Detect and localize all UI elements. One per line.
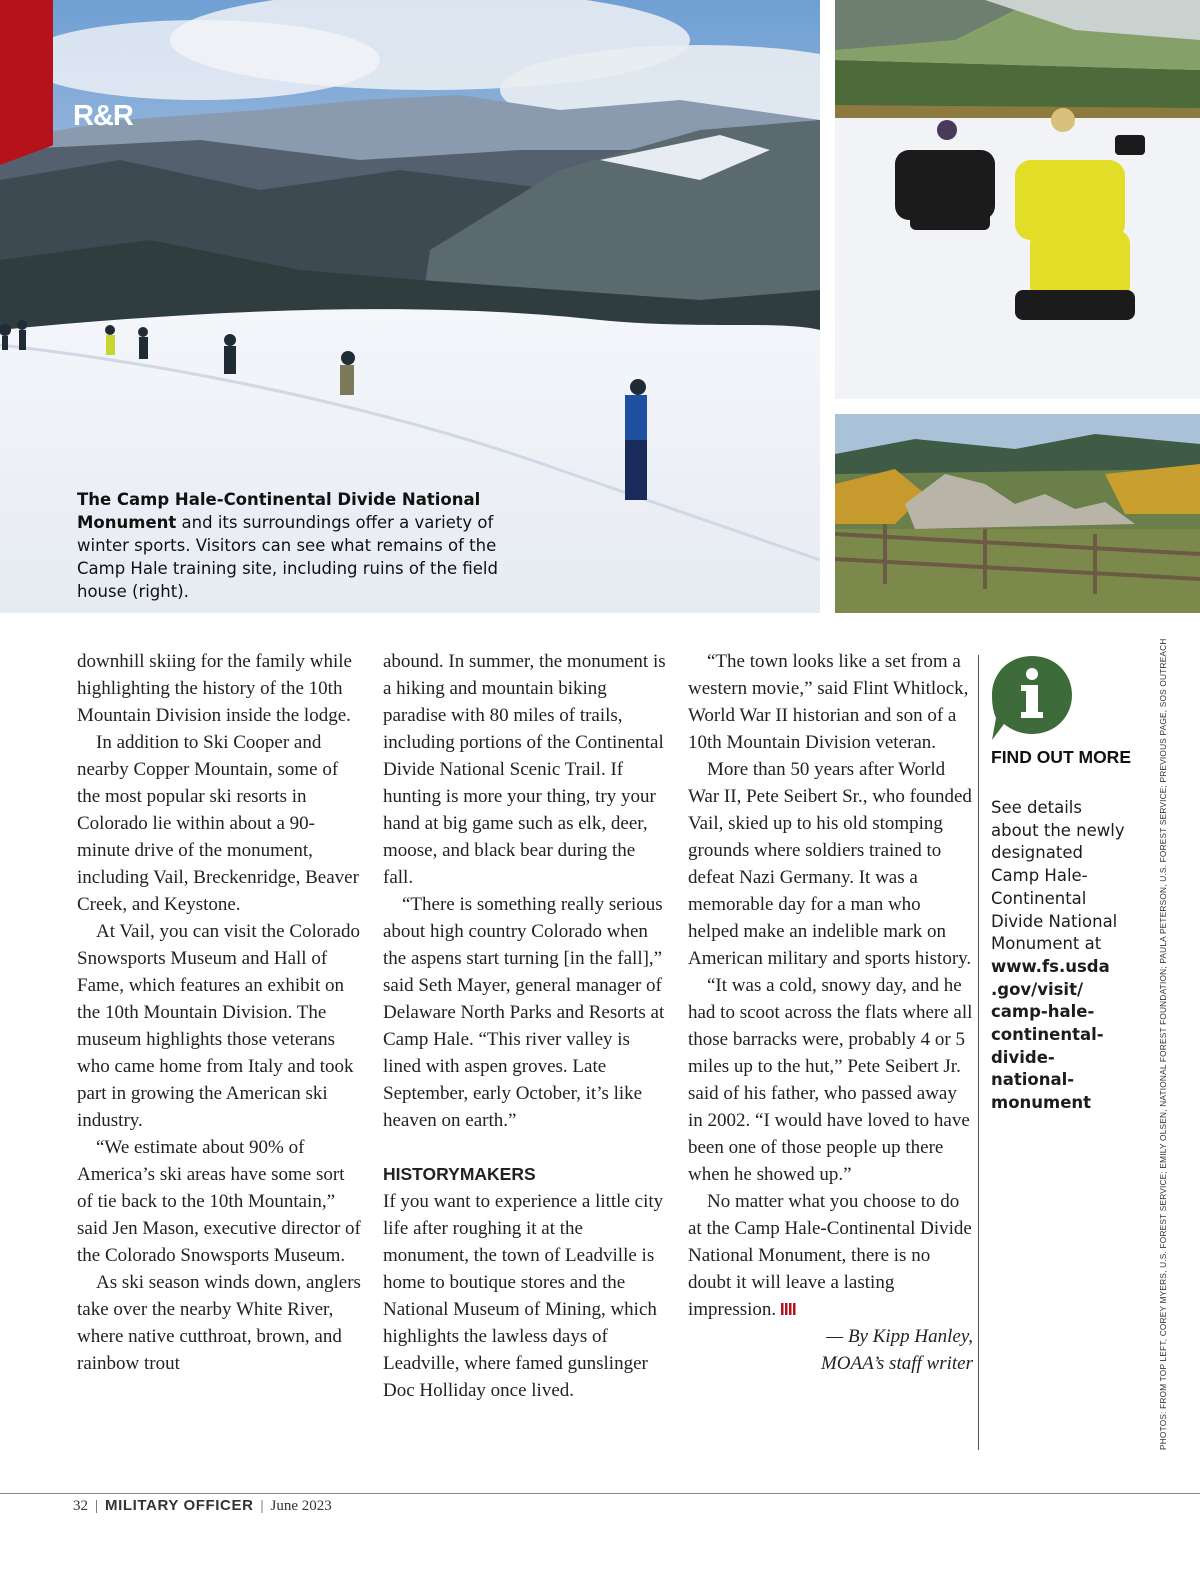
magazine-title: MILITARY OFFICER xyxy=(105,1497,254,1514)
footer-rule xyxy=(0,1493,1200,1494)
photo-caption xyxy=(77,488,547,603)
paragraph: “We estimate about 90% of America’s ski areas have some sort of tie back to the 10th Mountain,” said Jen Mason, executive director of the Colorado Snowsports Museum. xyxy=(77,1137,361,1266)
article-column-2 xyxy=(383,648,668,1404)
sidebar-url-link[interactable]: www.fs.usda .gov/visit/ camp-hale- continental- divide-national- monument xyxy=(991,956,1110,1113)
sidebar-text: See details about the newly designated Camp Hale-Continental Divide National Monument at xyxy=(991,798,1125,954)
paragraph: abound. In summer, the monument is a hiking and mountain biking paradise with 80 miles of trails, including portions of the Continental Divide National Scenic Trail. If hunting is more your thing, try your hand at big game such as elk, deer, moose, and black bear during the fall. xyxy=(383,651,666,888)
paragraph: “The town looks like a set from a western movie,” said Flint Whitlock, World War II historian and son of a 10th Mountain Division veteran. xyxy=(688,651,969,753)
byline-author: — By Kipp Hanley, xyxy=(826,1326,973,1347)
caption-bold: The Camp Hale-Continental Divide National Monument xyxy=(77,490,481,532)
paragraph: At Vail, you can visit the Colorado Snowsports Museum and Hall of Fame, which features an exhibit on the 10th Mountain Division. The museum highlights those veterans who came home from Italy and took part in growing the American ski industry. xyxy=(77,921,361,1131)
page-number: 32 xyxy=(73,1498,88,1514)
end-mark-icon xyxy=(780,1302,796,1316)
fieldhouse-ruins-photo xyxy=(835,414,1200,613)
footer-separator: | xyxy=(260,1498,264,1514)
paragraph: downhill skiing for the family while highlighting the history of the 10th Mountain Division inside the lodge. xyxy=(77,651,352,726)
section-tab xyxy=(0,0,53,165)
paragraph: “It was a cold, snowy day, and he had to scoot across the flats where all those barracks were, probably 4 or 5 miles up to the hut,” Pete Seibert Jr. said of his father, who passed away in 2002. “I would have loved to have been one of those people up there when he showed up.” xyxy=(688,975,973,1185)
issue-date: June 2023 xyxy=(270,1498,332,1514)
page-footer xyxy=(73,1497,332,1515)
sidebar-body xyxy=(991,797,1131,1115)
article-column-3 xyxy=(688,648,973,1377)
byline-role: MOAA’s staff writer xyxy=(820,1353,973,1374)
sidebar-title: FIND OUT MORE xyxy=(991,747,1131,767)
info-icon xyxy=(990,654,1074,742)
paragraph: If you want to experience a little city life after roughing it at the monument, the town of Leadville is home to boutique stores and the National Museum of Mining, which highlights the lawless days of Leadville, where famed gunslinger Doc Holliday once lived. xyxy=(383,1191,664,1401)
paragraph: More than 50 years after World War II, Pete Seibert Sr., who founded Vail, skied up to his old stomping grounds where soldiers trained to defeat Nazi Germany. It was a memorable day for a man who helped make an indelible mark on American military and sports history. xyxy=(688,759,972,969)
paragraph-text: No matter what you choose to do at the Camp Hale-Continental Divide National Monument, there is no doubt it will leave a lasting impression. xyxy=(688,1191,972,1320)
photo-credits: PHOTOS: FROM TOP LEFT, COREY MYERS, U.S. FOREST SERVICE; EMILY OLSEN, NATIONAL FOREST FOUNDATION; PAULA PETERSON, U.S. FOREST SERVICE; PREVIOUS PAGE, SOS OUTREACH xyxy=(1158,638,1168,1450)
column-divider xyxy=(978,655,979,1450)
section-label: R&R xyxy=(73,100,133,132)
paragraph-final xyxy=(688,1188,973,1323)
subhead: HISTORYMAKERS xyxy=(383,1164,536,1184)
paragraph: In addition to Ski Cooper and nearby Copper Mountain, some of the most popular ski resorts in Colorado lie within about a 90-minute drive of the monument, including Vail, Breckenridge, Beaver Creek, and Keystone. xyxy=(77,732,359,915)
paragraph: As ski season winds down, anglers take over the nearby White River, where native cutthroat, brown, and rainbow trout xyxy=(77,1272,361,1374)
snowmobile-photo xyxy=(835,0,1200,399)
article-column-1 xyxy=(77,648,362,1377)
paragraph: “There is something really serious about high country Colorado when the aspens start turning [in the fall],” said Seth Mayer, general manager of Delaware North Parks and Resorts at Camp Hale. “This river valley is lined with aspen groves. Late September, early October, it’s like heaven on earth.” xyxy=(383,894,665,1131)
footer-separator: | xyxy=(95,1498,99,1514)
caption-text: and its surroundings offer a variety of winter sports. Visitors can see what remains of the Camp Hale training site, including ruins of the field house (right). xyxy=(77,513,498,601)
